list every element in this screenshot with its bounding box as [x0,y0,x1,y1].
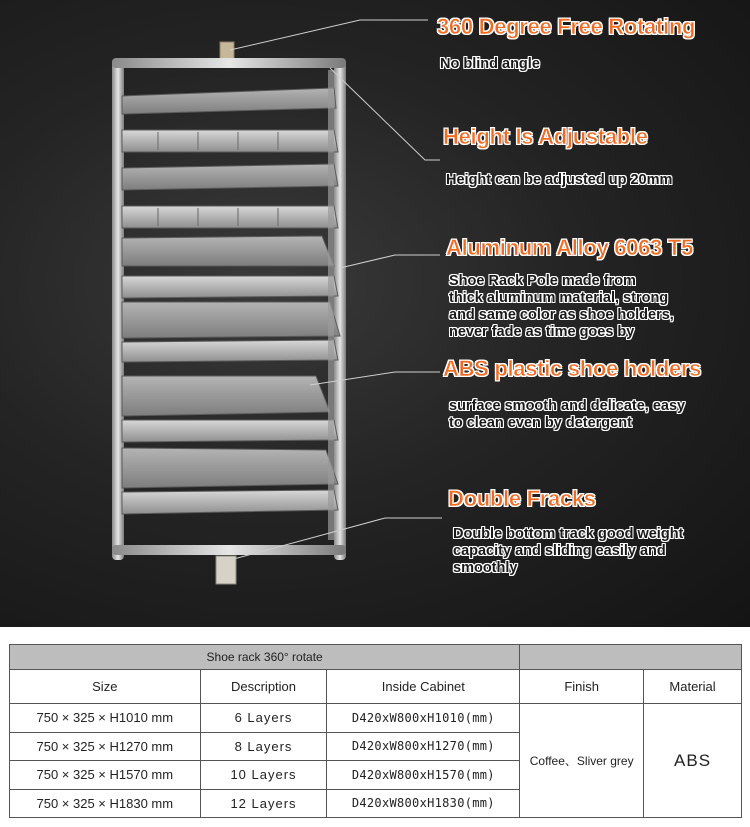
cell-inside-cabinet: D420xW800xH1270(mm) [327,732,520,761]
header-size: Size [10,670,201,704]
cell-inside-cabinet: D420xW800xH1010(mm) [327,704,520,733]
cell-size: 750 × 325 × H1010 mm [10,704,201,733]
cell-inside-cabinet: D420xW800xH1830(mm) [327,789,520,818]
feature-title-height: Height Is Adjustable [443,124,648,149]
cell-description: 10 Layers [200,761,327,790]
feature-desc-aluminum: Shoe Rack Pole made from thick aluminum material, strong and same color as shoe holders, never fade as time goes by [449,273,674,340]
cell-material: ABS [644,704,742,818]
cell-description: 12 Layers [200,789,327,818]
cell-size: 750 × 325 × H1830 mm [10,789,201,818]
feature-desc-abs: surface smooth and delicate, easy to clean even by detergent [449,398,686,431]
cell-finish: Coffee、Sliver grey [520,704,644,818]
table-caption-blank [520,645,742,670]
table-row [10,704,742,733]
table-caption: Shoe rack 360° rotate [10,645,520,670]
cell-size: 750 × 325 × H1570 mm [10,761,201,790]
feature-desc-height: Height can be adjusted up 20mm [446,172,673,188]
feature-title-aluminum: Aluminum Alloy 6063 T5 [446,235,693,260]
feature-desc-tracks: Double bottom track good weight capacity and sliding easily and smoothly [453,526,684,576]
feature-title-abs: ABS plastic shoe holders [443,356,702,381]
cell-description: 8 Layers [200,732,327,761]
feature-title-rotating: 360 Degree Free Rotating [437,14,696,39]
spec-table [9,644,742,818]
header-description: Description [200,670,327,704]
cell-inside-cabinet: D420xW800xH1570(mm) [327,761,520,790]
header-finish: Finish [520,670,644,704]
cell-description: 6 Layers [200,704,327,733]
feature-title-tracks: Double Fracks [448,486,596,511]
header-inside-cabinet: Inside Cabinet [327,670,520,704]
feature-desc-rotating: No blind angle [440,56,540,72]
cell-size: 750 × 325 × H1270 mm [10,732,201,761]
header-material: Material [644,670,742,704]
